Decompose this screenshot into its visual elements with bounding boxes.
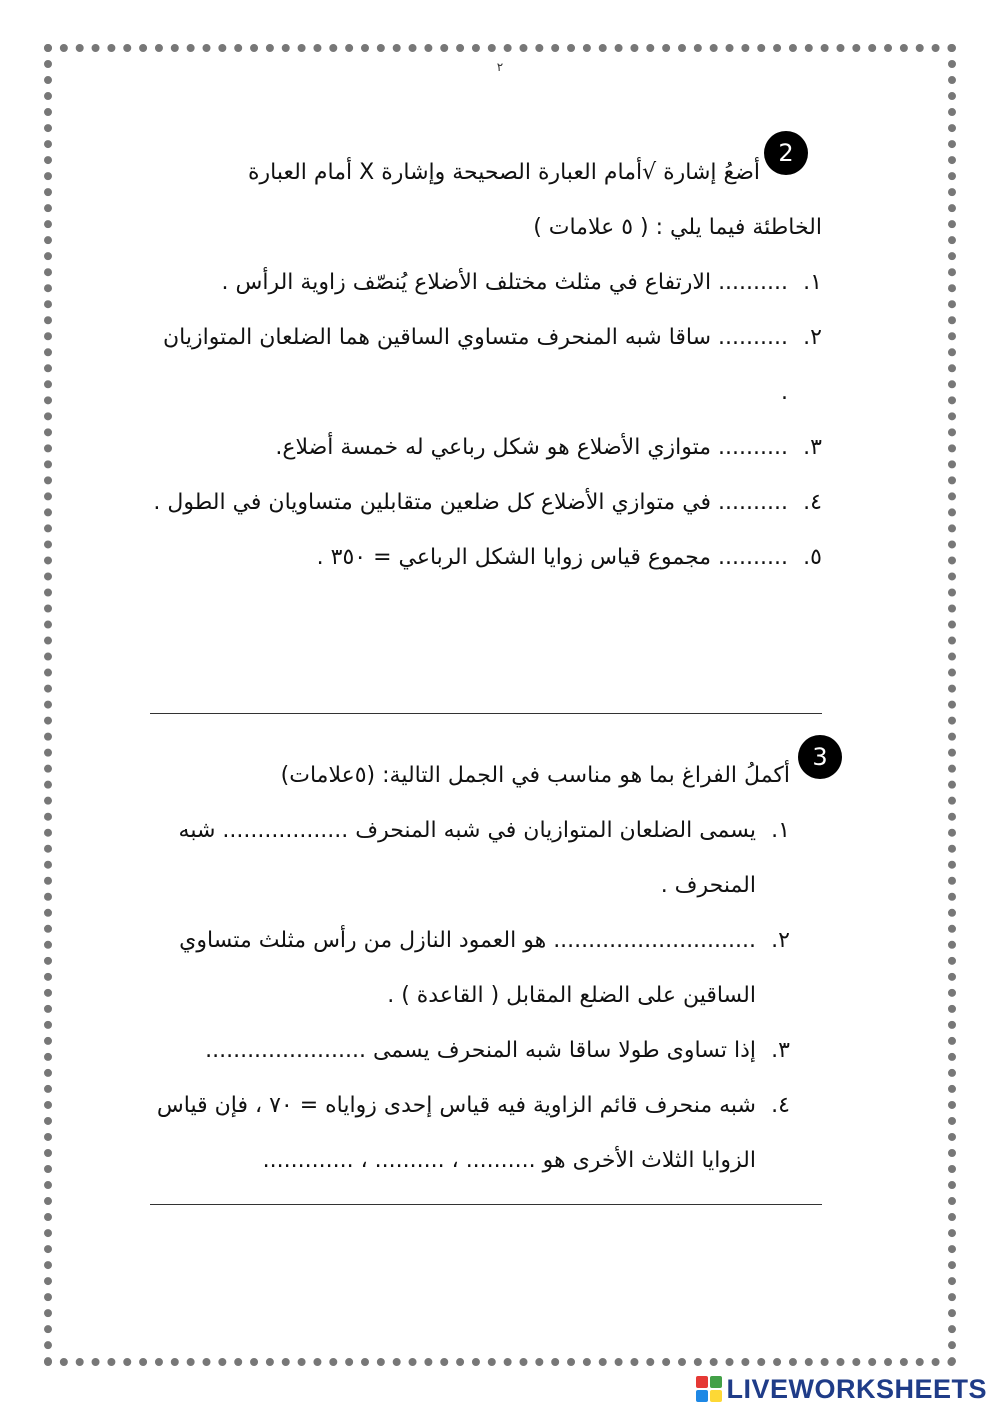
page-number: ٢: [496, 60, 504, 74]
list-item: [150, 475, 822, 530]
section-divider: [150, 1204, 822, 1205]
item-number: ٤.: [771, 1093, 790, 1118]
item-number: ٢.: [771, 928, 790, 953]
item-number: ١.: [771, 818, 790, 843]
item-text: يسمى الضلعان المتوازيان في شبه المنحرف .................. شبه المنحرف .: [178, 818, 756, 898]
item-text: .......... مجموع قياس زوايا الشكل الرباعي = ٣٥٠ .: [316, 545, 788, 570]
item-text: .......... في متوازي الأضلاع كل ضلعين متقابلين متساويان في الطول .: [153, 490, 788, 515]
list-item: [150, 255, 822, 310]
item-text: .......... الارتفاع في مثلث مختلف الأضلاع يُنصّف زاوية الرأس .: [221, 270, 788, 295]
list-item: [150, 803, 790, 913]
liveworksheets-logo: [696, 1372, 987, 1406]
item-text: .......... ساقا شبه المنحرف متساوي الساقين هما الضلعان المتوازيان .: [163, 325, 788, 405]
list-item: [150, 530, 822, 585]
question-2-body: [150, 200, 822, 585]
item-number: ١.: [803, 270, 822, 295]
question-3-list: [150, 803, 790, 1188]
question-3-instruction: أكملُ الفراغ بما هو مناسب في الجمل التالية: (٥علامات): [280, 763, 790, 788]
list-item: [150, 1078, 790, 1188]
section-divider: [150, 713, 822, 714]
list-item: [150, 310, 822, 420]
item-number: ٤.: [803, 490, 822, 515]
question-number-badge: 2: [764, 131, 808, 175]
question-2-list: [150, 255, 822, 585]
question-2-instruction-line2: الخاطئة فيما يلي : ( ٥ علامات ): [533, 215, 822, 240]
item-text: .......... متوازي الأضلاع هو شكل رباعي له خمسة أضلاع.: [275, 435, 788, 460]
item-number: ٣.: [771, 1038, 790, 1063]
item-text: إذا تساوى طولا ساقا شبه المنحرف يسمى .......................: [205, 1038, 756, 1063]
item-text: شبه منحرف قائم الزاوية فيه قياس إحدى زواياه = ٧٠ ، فإن قياس الزوايا الثلاث الأخرى هو .......... ، .......... ، .............: [156, 1093, 756, 1173]
item-number: ٥.: [803, 545, 822, 570]
question-2: [160, 145, 760, 200]
question-number-badge: 3: [798, 735, 842, 779]
question-3: [150, 748, 790, 1188]
list-item: [150, 420, 822, 475]
list-item: [150, 913, 790, 1023]
logo-icon: [696, 1376, 722, 1402]
item-number: ٣.: [803, 435, 822, 460]
logo-text: LIVEWORKSHEETS: [726, 1373, 987, 1404]
question-2-instruction-line1: أضعُ إشارة √أمام العبارة الصحيحة وإشارة X أمام العبارة: [248, 160, 760, 185]
list-item: [150, 1023, 790, 1078]
item-number: ٢.: [803, 325, 822, 350]
item-text: ............................. هو العمود النازل من رأس مثلث متساوي الساقين على الضلع المقابل ( القاعدة ) .: [179, 928, 756, 1008]
